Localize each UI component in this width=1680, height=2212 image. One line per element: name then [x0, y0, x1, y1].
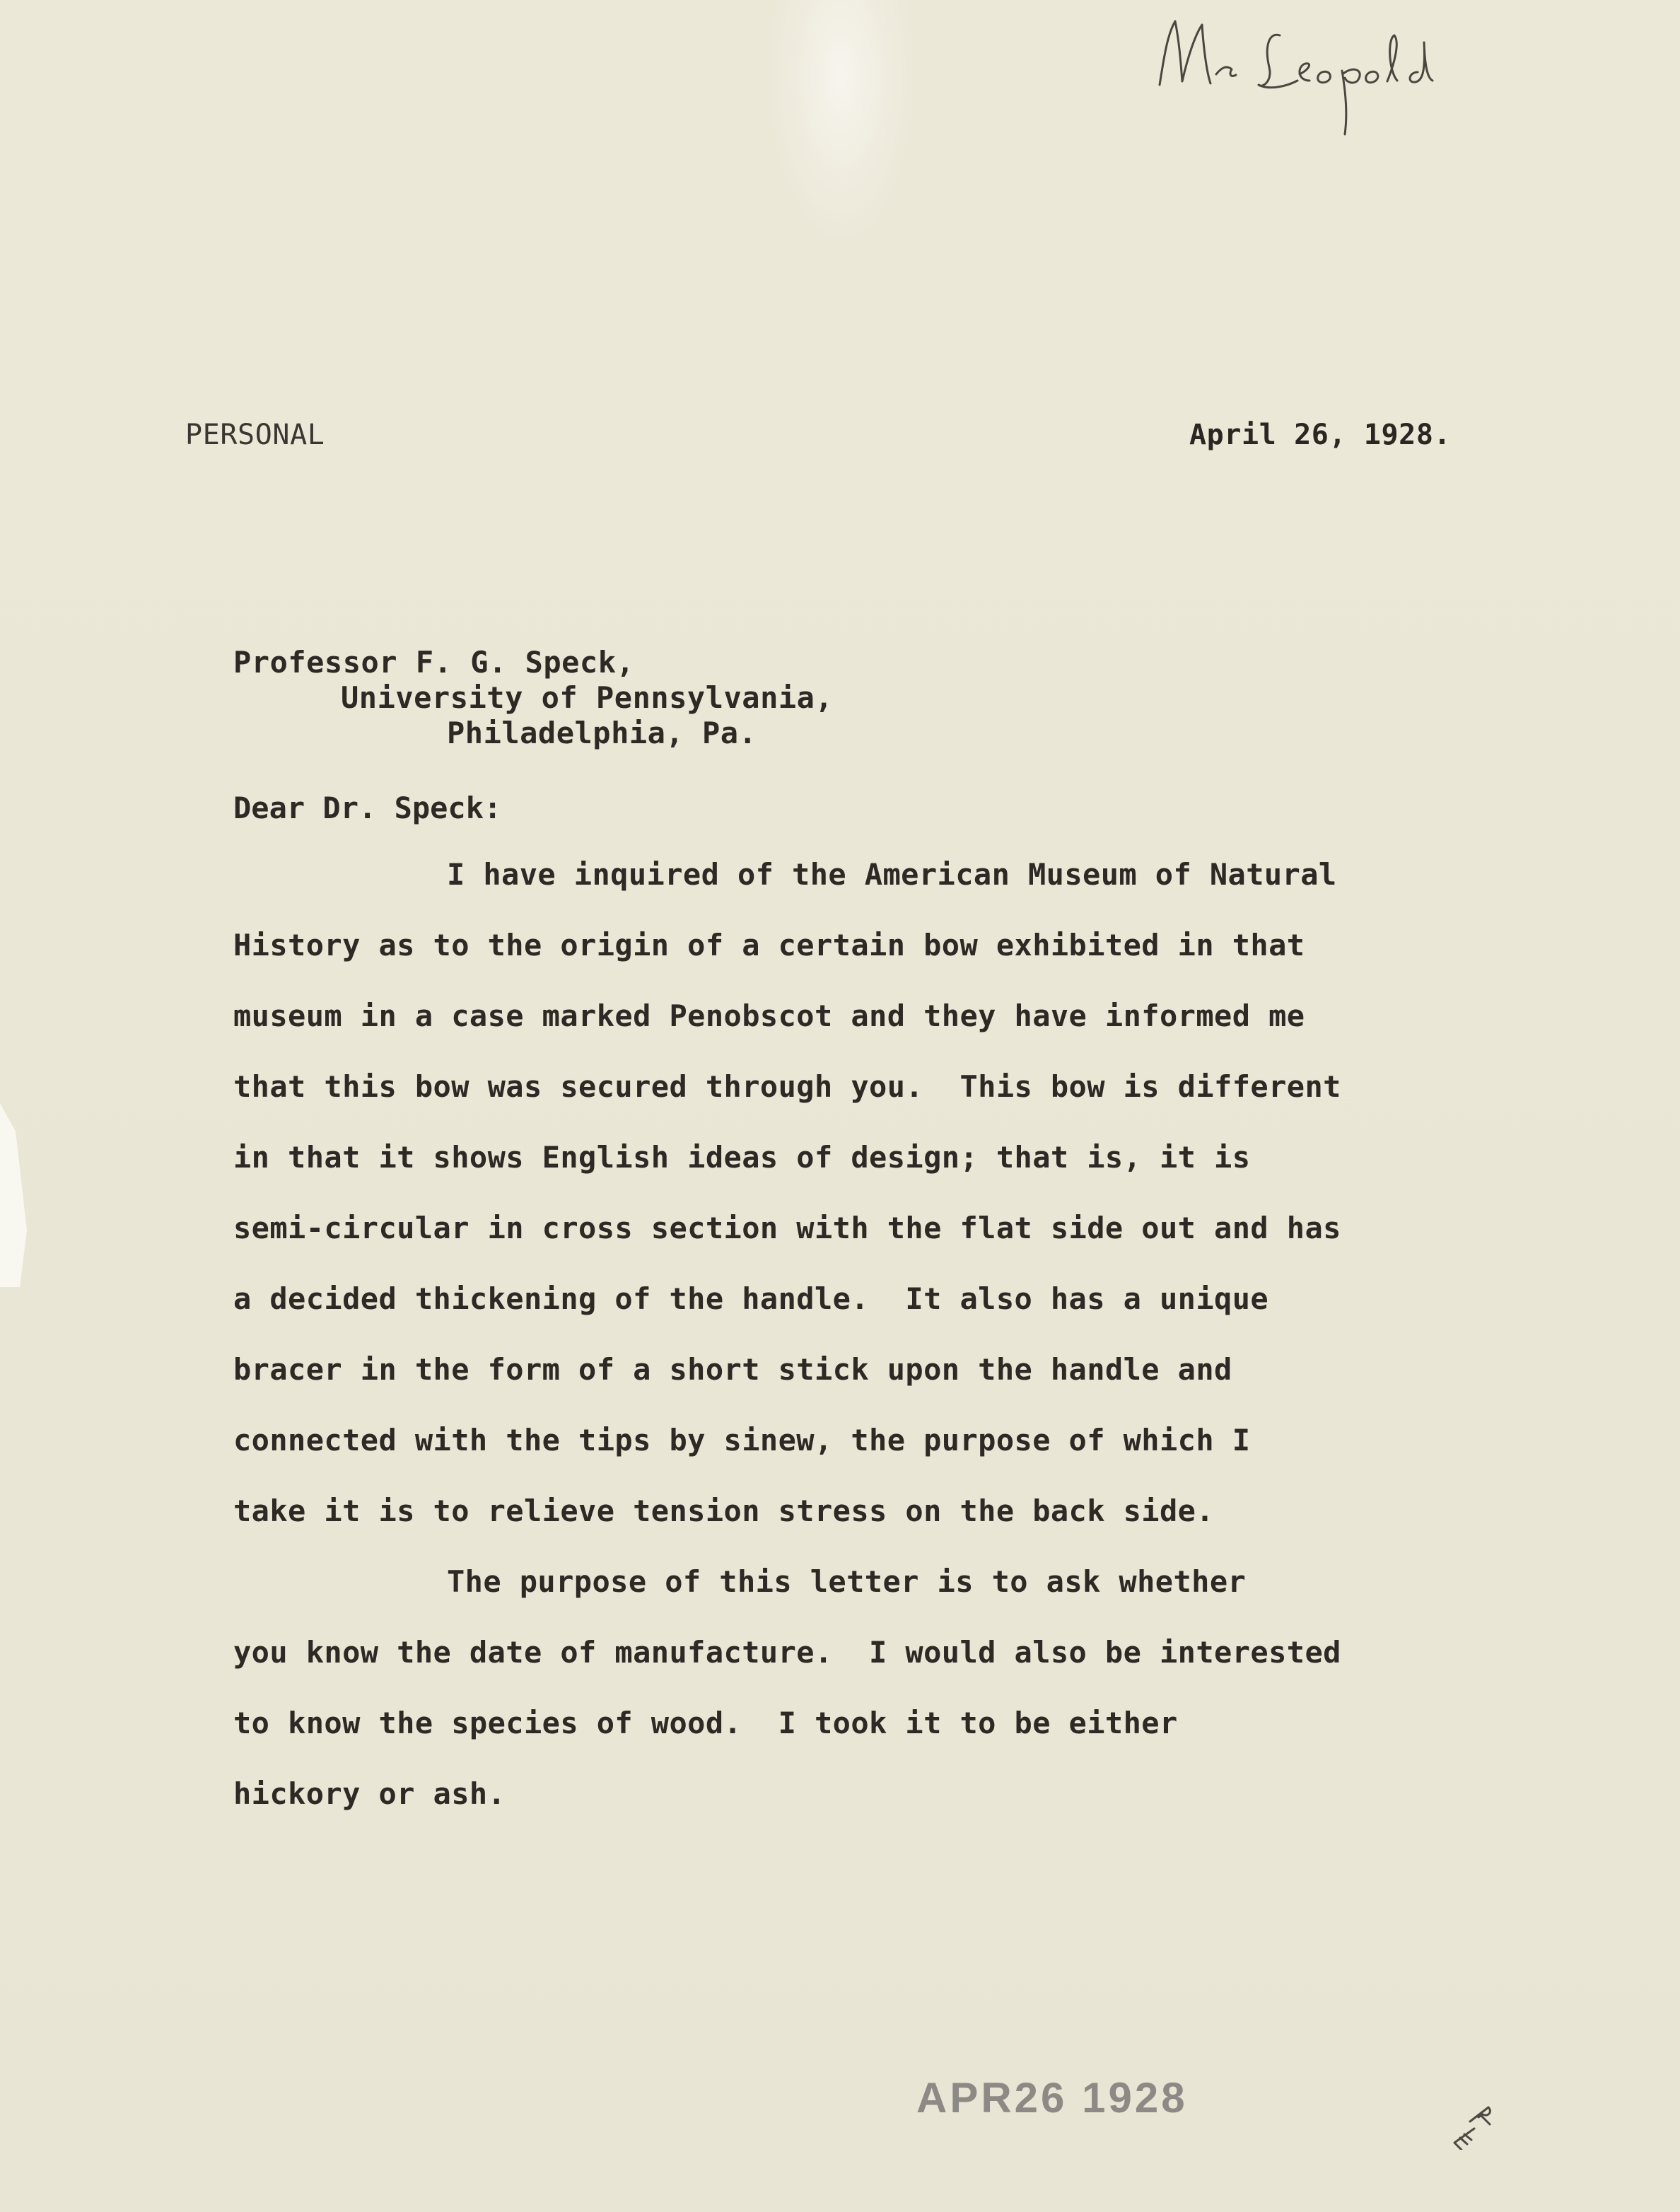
body-line-2: History as to the origin of a certain bow exhibited in that [233, 928, 1305, 962]
received-date-stamp: APR26 1928 [916, 2074, 1188, 2121]
personal-marking: PERSONAL [185, 419, 325, 451]
body-line-9: connected with the tips by sinew, the purpose of which I [233, 1423, 1251, 1457]
body-line-11: The purpose of this letter is to ask whether [447, 1564, 1247, 1599]
body-line-13: to know the species of wood. I took it to be either [233, 1706, 1178, 1740]
body-line-14: hickory or ash. [233, 1776, 506, 1811]
salutation: Dear Dr. Speck: [233, 791, 502, 825]
handwritten-note-mr-leopold [1145, 7, 1464, 141]
paper-crease [764, 0, 919, 255]
body-line-12: you know the date of manufacture. I would also be interested [233, 1635, 1341, 1670]
body-line-8: bracer in the form of a short stick upon the handle and [233, 1352, 1232, 1387]
typist-initials-er [1446, 2093, 1495, 2150]
body-line-6: semi-circular in cross section with the flat side out and has [233, 1211, 1341, 1245]
torn-edge [0, 1103, 42, 1287]
recipient-line-1: Professor F. G. Speck, [233, 645, 635, 680]
letter-date: April 26, 1928. [1189, 419, 1452, 451]
body-line-5: in that it shows English ideas of design; that is, it is [233, 1140, 1251, 1175]
body-line-7: a decided thickening of the handle. It also has a unique [233, 1281, 1269, 1316]
body-line-10: take it is to relieve tension stress on the back side. [233, 1494, 1215, 1528]
body-line-3: museum in a case marked Penobscot and they have informed me [233, 999, 1305, 1033]
recipient-line-2: University of Pennsylvania, [341, 680, 834, 715]
body-line-4: that this bow was secured through you. This bow is different [233, 1069, 1341, 1104]
recipient-line-3: Philadelphia, Pa. [447, 716, 757, 750]
body-line-1: I have inquired of the American Museum of Natural [447, 857, 1337, 892]
